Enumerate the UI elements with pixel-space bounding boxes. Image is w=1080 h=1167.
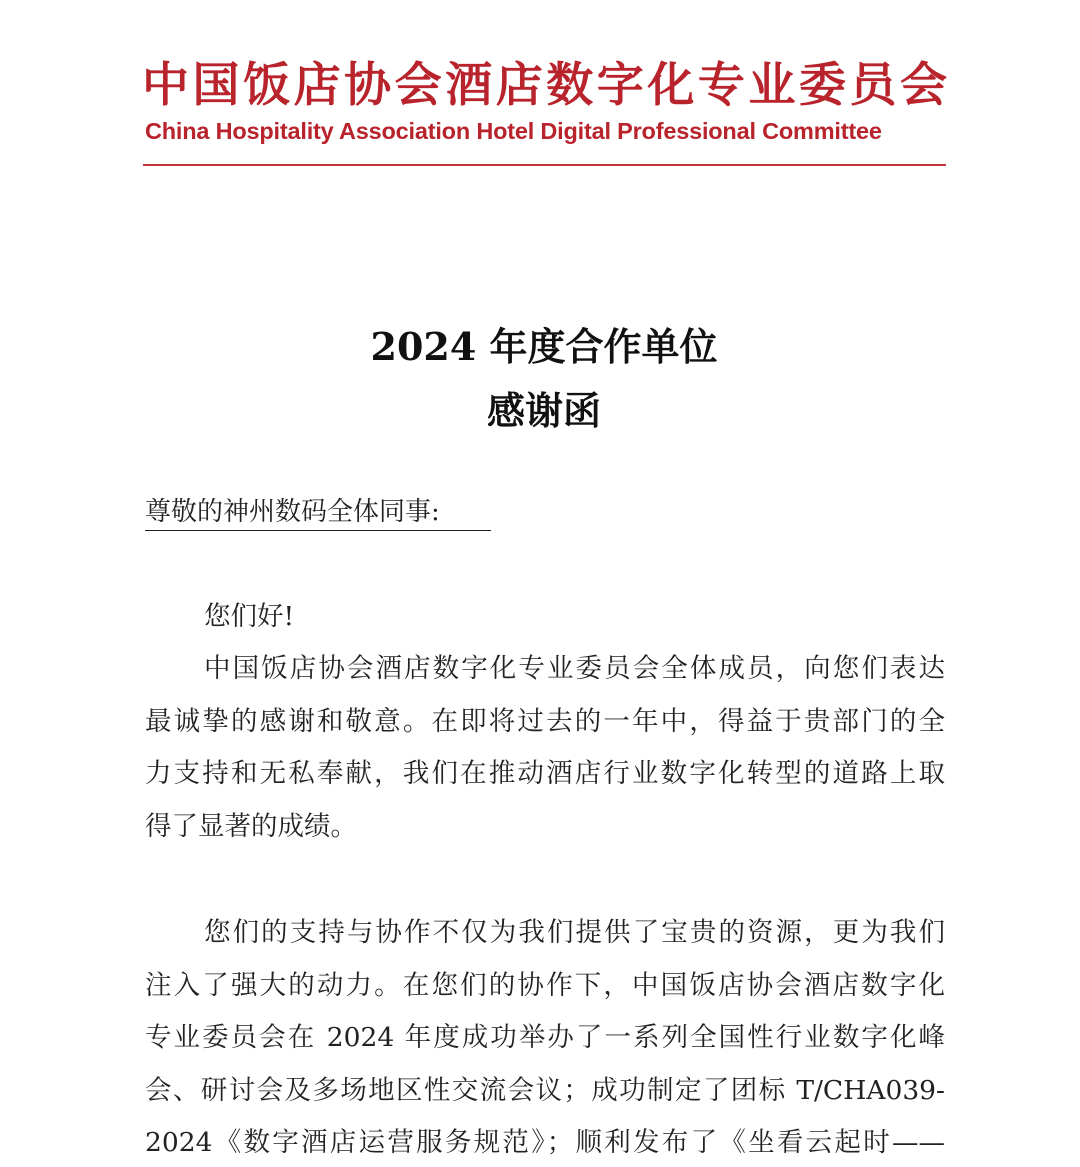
salutation: 尊敬的神州数码全体同事: — [145, 494, 491, 531]
paragraph-line: 力支持和无私奉献，我们在推动酒店行业数字化转型的道路上取 — [145, 758, 945, 789]
paragraph-line: 中国饭店协会酒店数字化专业委员会全体成员，向您们表达 — [204, 653, 945, 684]
paragraph-line: 您们的支持与协作不仅为我们提供了宝贵的资源，更为我们 — [204, 917, 945, 948]
paragraph-line: 专业委员会在 2024 年度成功举办了一系列全国性行业数字化峰 — [145, 1022, 945, 1053]
paragraph-line: 会、研讨会及多场地区性交流会议；成功制定了团标 T/CHA039- — [145, 1074, 945, 1106]
greeting: 您们好! — [204, 601, 295, 632]
paragraph-line: 得了显著的成绩。 — [145, 810, 357, 842]
letterhead-divider — [143, 164, 946, 166]
letterhead-org-name-cn: 中国饭店协会酒店数字化专业委员会 — [142, 58, 948, 113]
document-subtitle: 感谢函 — [486, 388, 601, 433]
paragraph-line: 2024《数字酒店运营服务规范》；顺利发布了《坐看云起时—— — [145, 1127, 945, 1158]
document-title: 2024 年度合作单位 — [370, 324, 718, 369]
letterhead-org-name-en: China Hospitality Association Hotel Digital Professional Committee — [145, 118, 882, 144]
paragraph-line: 注入了强大的动力。在您们的协作下，中国饭店协会酒店数字化 — [145, 969, 945, 1001]
paragraph-line: 最诚挚的感谢和敬意。在即将过去的一年中，得益于贵部门的全 — [145, 705, 945, 737]
